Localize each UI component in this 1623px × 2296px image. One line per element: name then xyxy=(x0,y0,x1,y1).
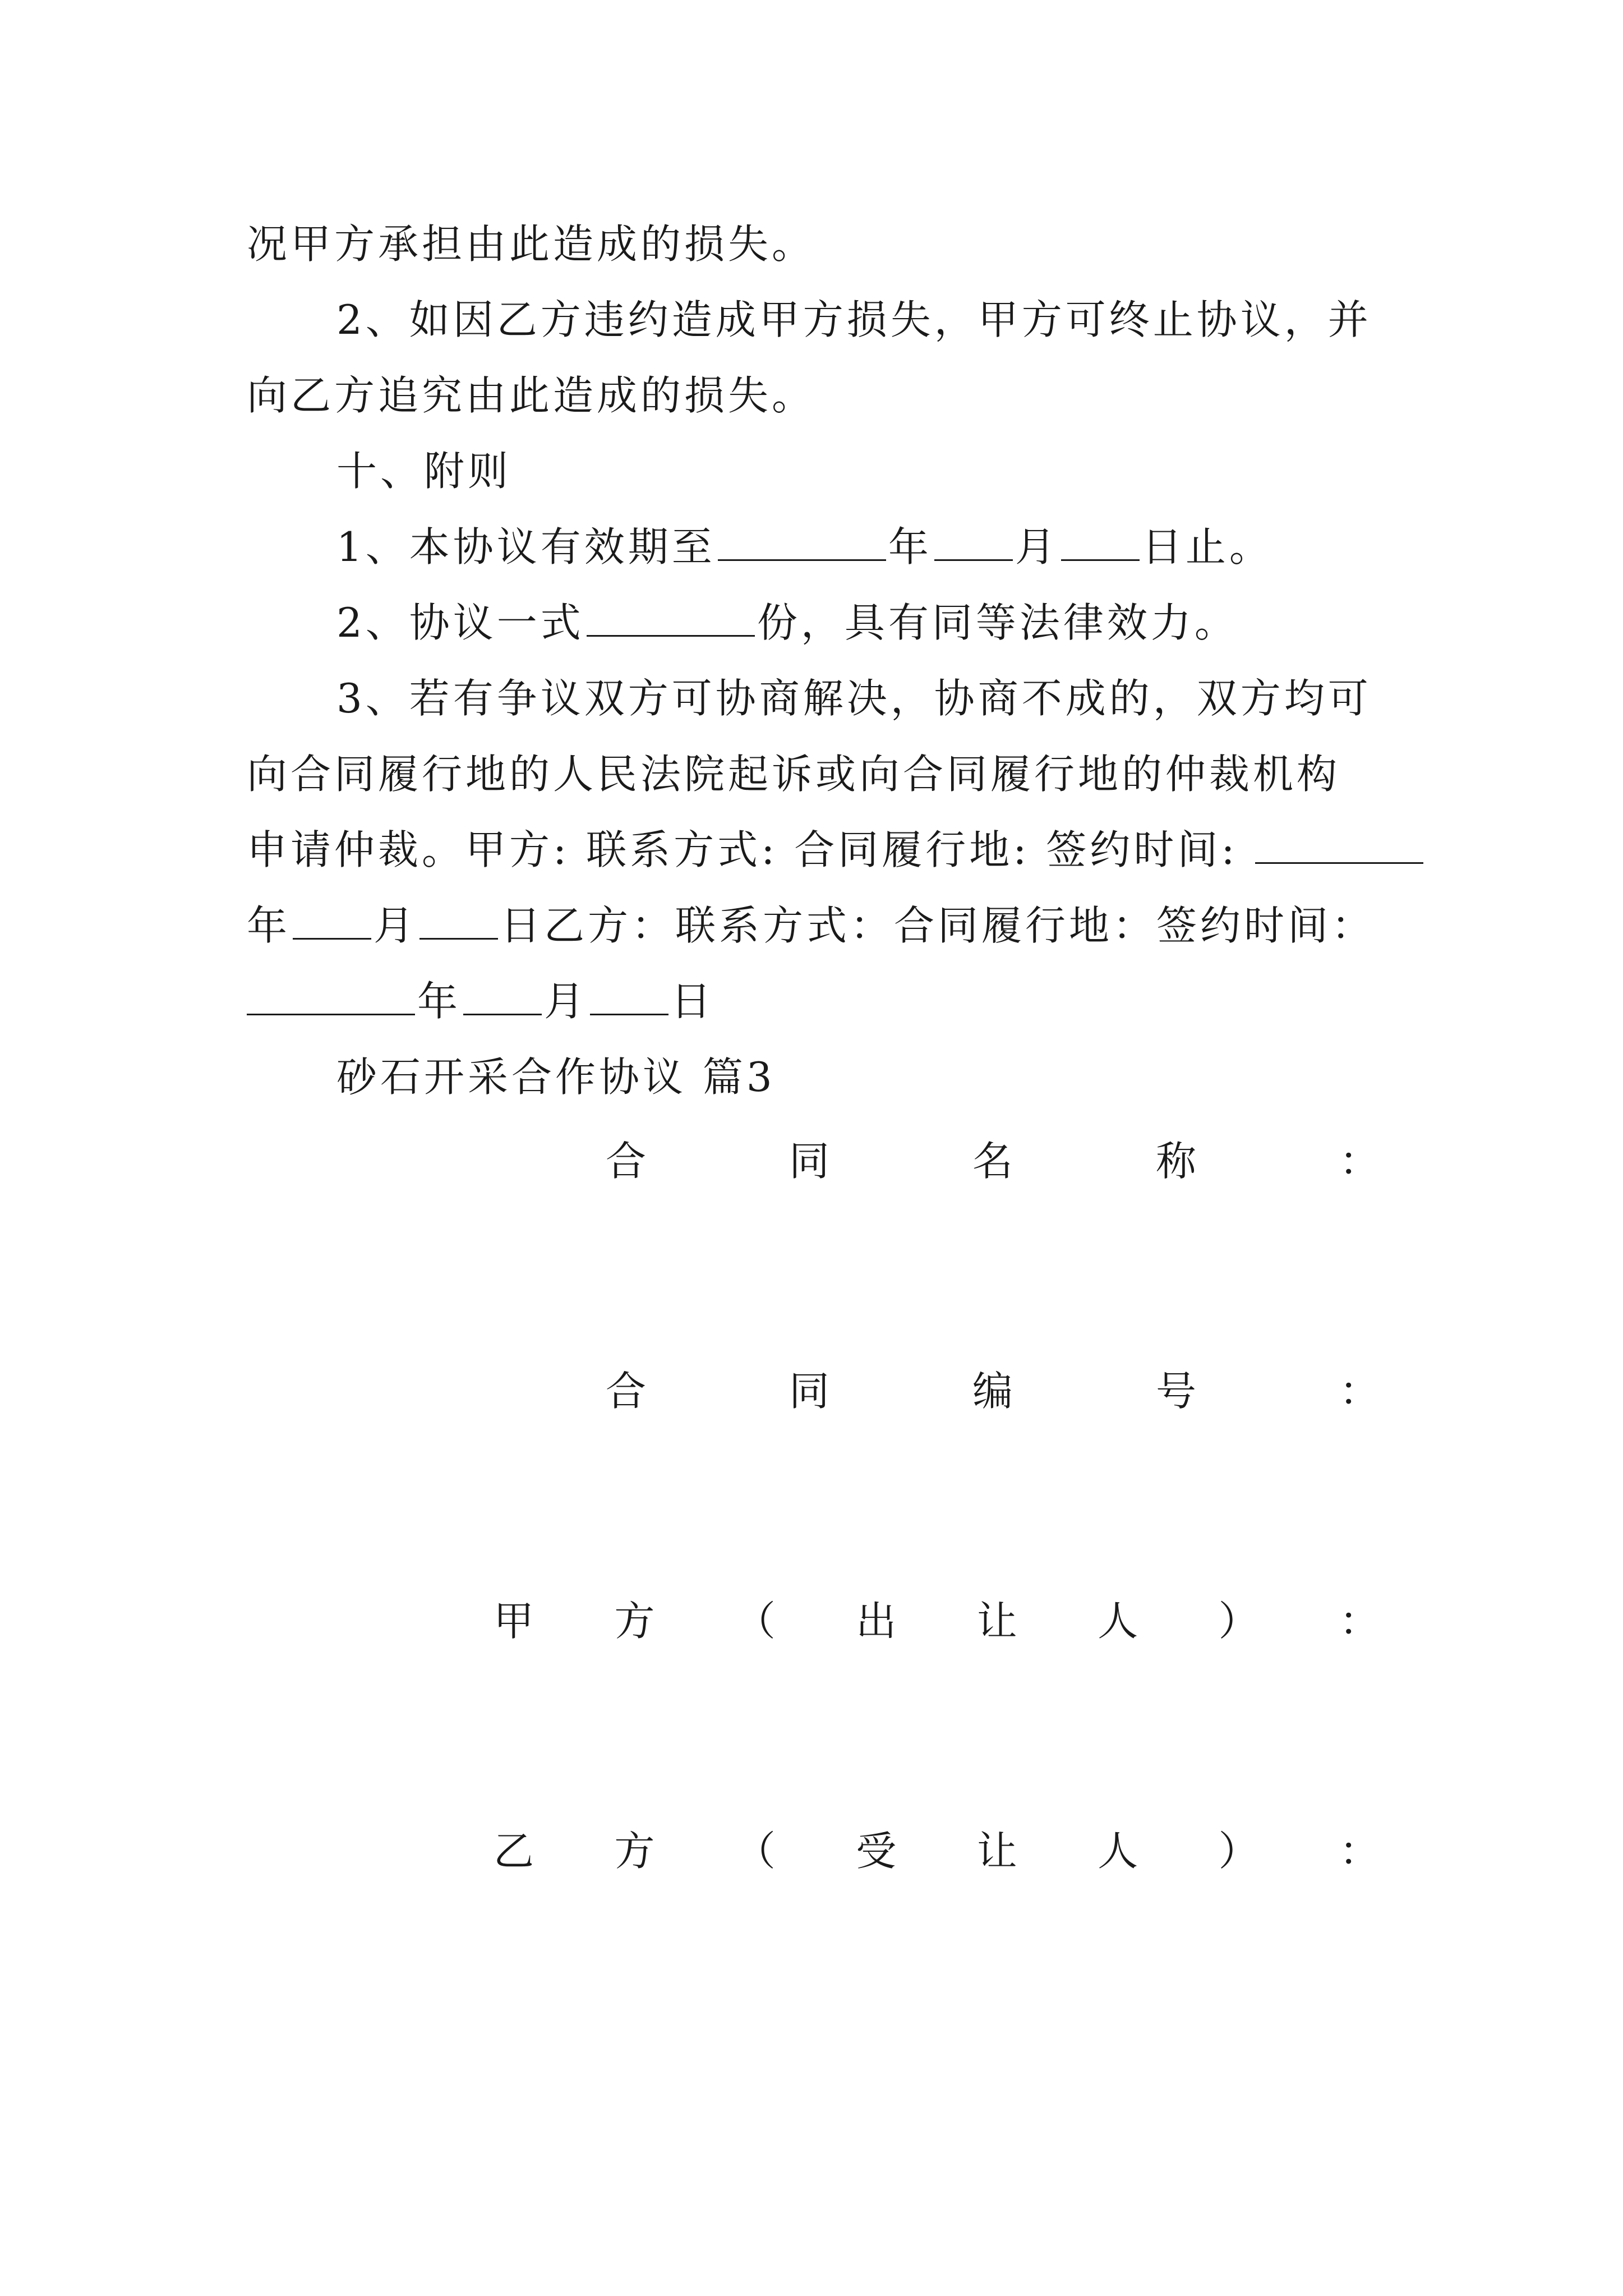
paragraph-line xyxy=(247,367,1391,424)
fill-blank[interactable] xyxy=(587,596,755,637)
text: 日乙方：联系方式：合同履行地：签约时间： xyxy=(500,902,1376,949)
text: 向合同履行地的人民法院起诉或向合同履行地的仲裁机构 xyxy=(247,751,1341,798)
text: 月 xyxy=(1015,523,1059,570)
field-char: 人 xyxy=(1098,1598,1138,1645)
text: 十、附则 xyxy=(336,448,512,495)
paragraph-line xyxy=(336,519,1391,575)
fill-blank[interactable] xyxy=(293,899,371,940)
field-char: 同 xyxy=(789,1368,829,1415)
text: 份，具有同等法律效力。 xyxy=(757,599,1238,646)
field-char: 方 xyxy=(614,1828,655,1875)
field-char: 同 xyxy=(789,1138,829,1185)
field-char: 方 xyxy=(614,1598,655,1645)
text: 年 xyxy=(417,978,462,1025)
section-title xyxy=(336,1049,1391,1105)
fill-blank[interactable] xyxy=(718,520,886,561)
party-b-field xyxy=(494,1823,1380,1879)
field-char: 人 xyxy=(1098,1828,1138,1875)
text: 日 xyxy=(671,978,715,1025)
paragraph-line xyxy=(336,595,1391,651)
text: 向乙方追究由此造成的损失。 xyxy=(247,372,816,419)
text: 年 xyxy=(888,523,932,570)
text: 况甲方承担由此造成的损失。 xyxy=(247,220,816,268)
field-char: ： xyxy=(1339,1368,1380,1415)
field-char: ： xyxy=(1339,1138,1380,1185)
text: 1、本协议有效期至 xyxy=(336,523,716,570)
field-char: 乙 xyxy=(494,1828,534,1875)
field-char: ） xyxy=(1218,1598,1259,1645)
text: 年 xyxy=(247,902,291,949)
paragraph-line xyxy=(247,973,1391,1029)
field-char: 号 xyxy=(1155,1368,1196,1415)
fill-blank[interactable] xyxy=(419,899,498,940)
field-char: ： xyxy=(1339,1598,1380,1645)
party-a-field xyxy=(494,1593,1380,1649)
field-char: （ xyxy=(735,1828,776,1875)
fill-blank[interactable] xyxy=(590,974,668,1015)
field-char: ： xyxy=(1339,1828,1380,1875)
field-char: （ xyxy=(735,1598,776,1645)
contract-number-field xyxy=(606,1363,1380,1419)
text: 砂石开采合作协议 篇3 xyxy=(336,1053,776,1101)
paragraph-line xyxy=(247,822,1391,878)
text: 申请仲裁。甲方: 联系方式: 合同履行地: 签约时间: xyxy=(247,826,1238,873)
paragraph-line xyxy=(336,670,1391,726)
contract-name-field xyxy=(606,1133,1380,1189)
fill-blank[interactable] xyxy=(247,974,415,1015)
text: 2、协议一式 xyxy=(336,599,584,646)
field-char: 出 xyxy=(856,1598,897,1645)
text: 月 xyxy=(544,978,588,1025)
field-char: ） xyxy=(1218,1828,1259,1875)
paragraph-line xyxy=(247,898,1391,954)
field-char: 受 xyxy=(856,1828,897,1875)
field-char: 合 xyxy=(606,1138,647,1185)
paragraph-line xyxy=(247,746,1391,802)
fill-blank[interactable] xyxy=(934,520,1013,561)
field-char: 让 xyxy=(976,1598,1017,1645)
field-char: 合 xyxy=(606,1368,647,1415)
paragraph-line xyxy=(336,292,1391,348)
text: 日止。 xyxy=(1141,523,1273,570)
fill-blank[interactable] xyxy=(463,974,542,1015)
fill-blank[interactable] xyxy=(1061,520,1140,561)
section-heading xyxy=(336,443,1391,499)
field-char: 甲 xyxy=(494,1598,534,1645)
fill-blank[interactable] xyxy=(1255,823,1423,864)
text: 3、若有争议双方可协商解决，协商不成的，双方均可 xyxy=(336,675,1372,722)
text: 2、如因乙方违约造成甲方损失，甲方可终止协议，并 xyxy=(336,296,1372,343)
paragraph-line xyxy=(247,216,1391,272)
field-char: 让 xyxy=(976,1828,1017,1875)
field-char: 称 xyxy=(1155,1138,1196,1185)
field-char: 编 xyxy=(972,1368,1013,1415)
text: 月 xyxy=(374,902,418,949)
field-char: 名 xyxy=(972,1138,1013,1185)
